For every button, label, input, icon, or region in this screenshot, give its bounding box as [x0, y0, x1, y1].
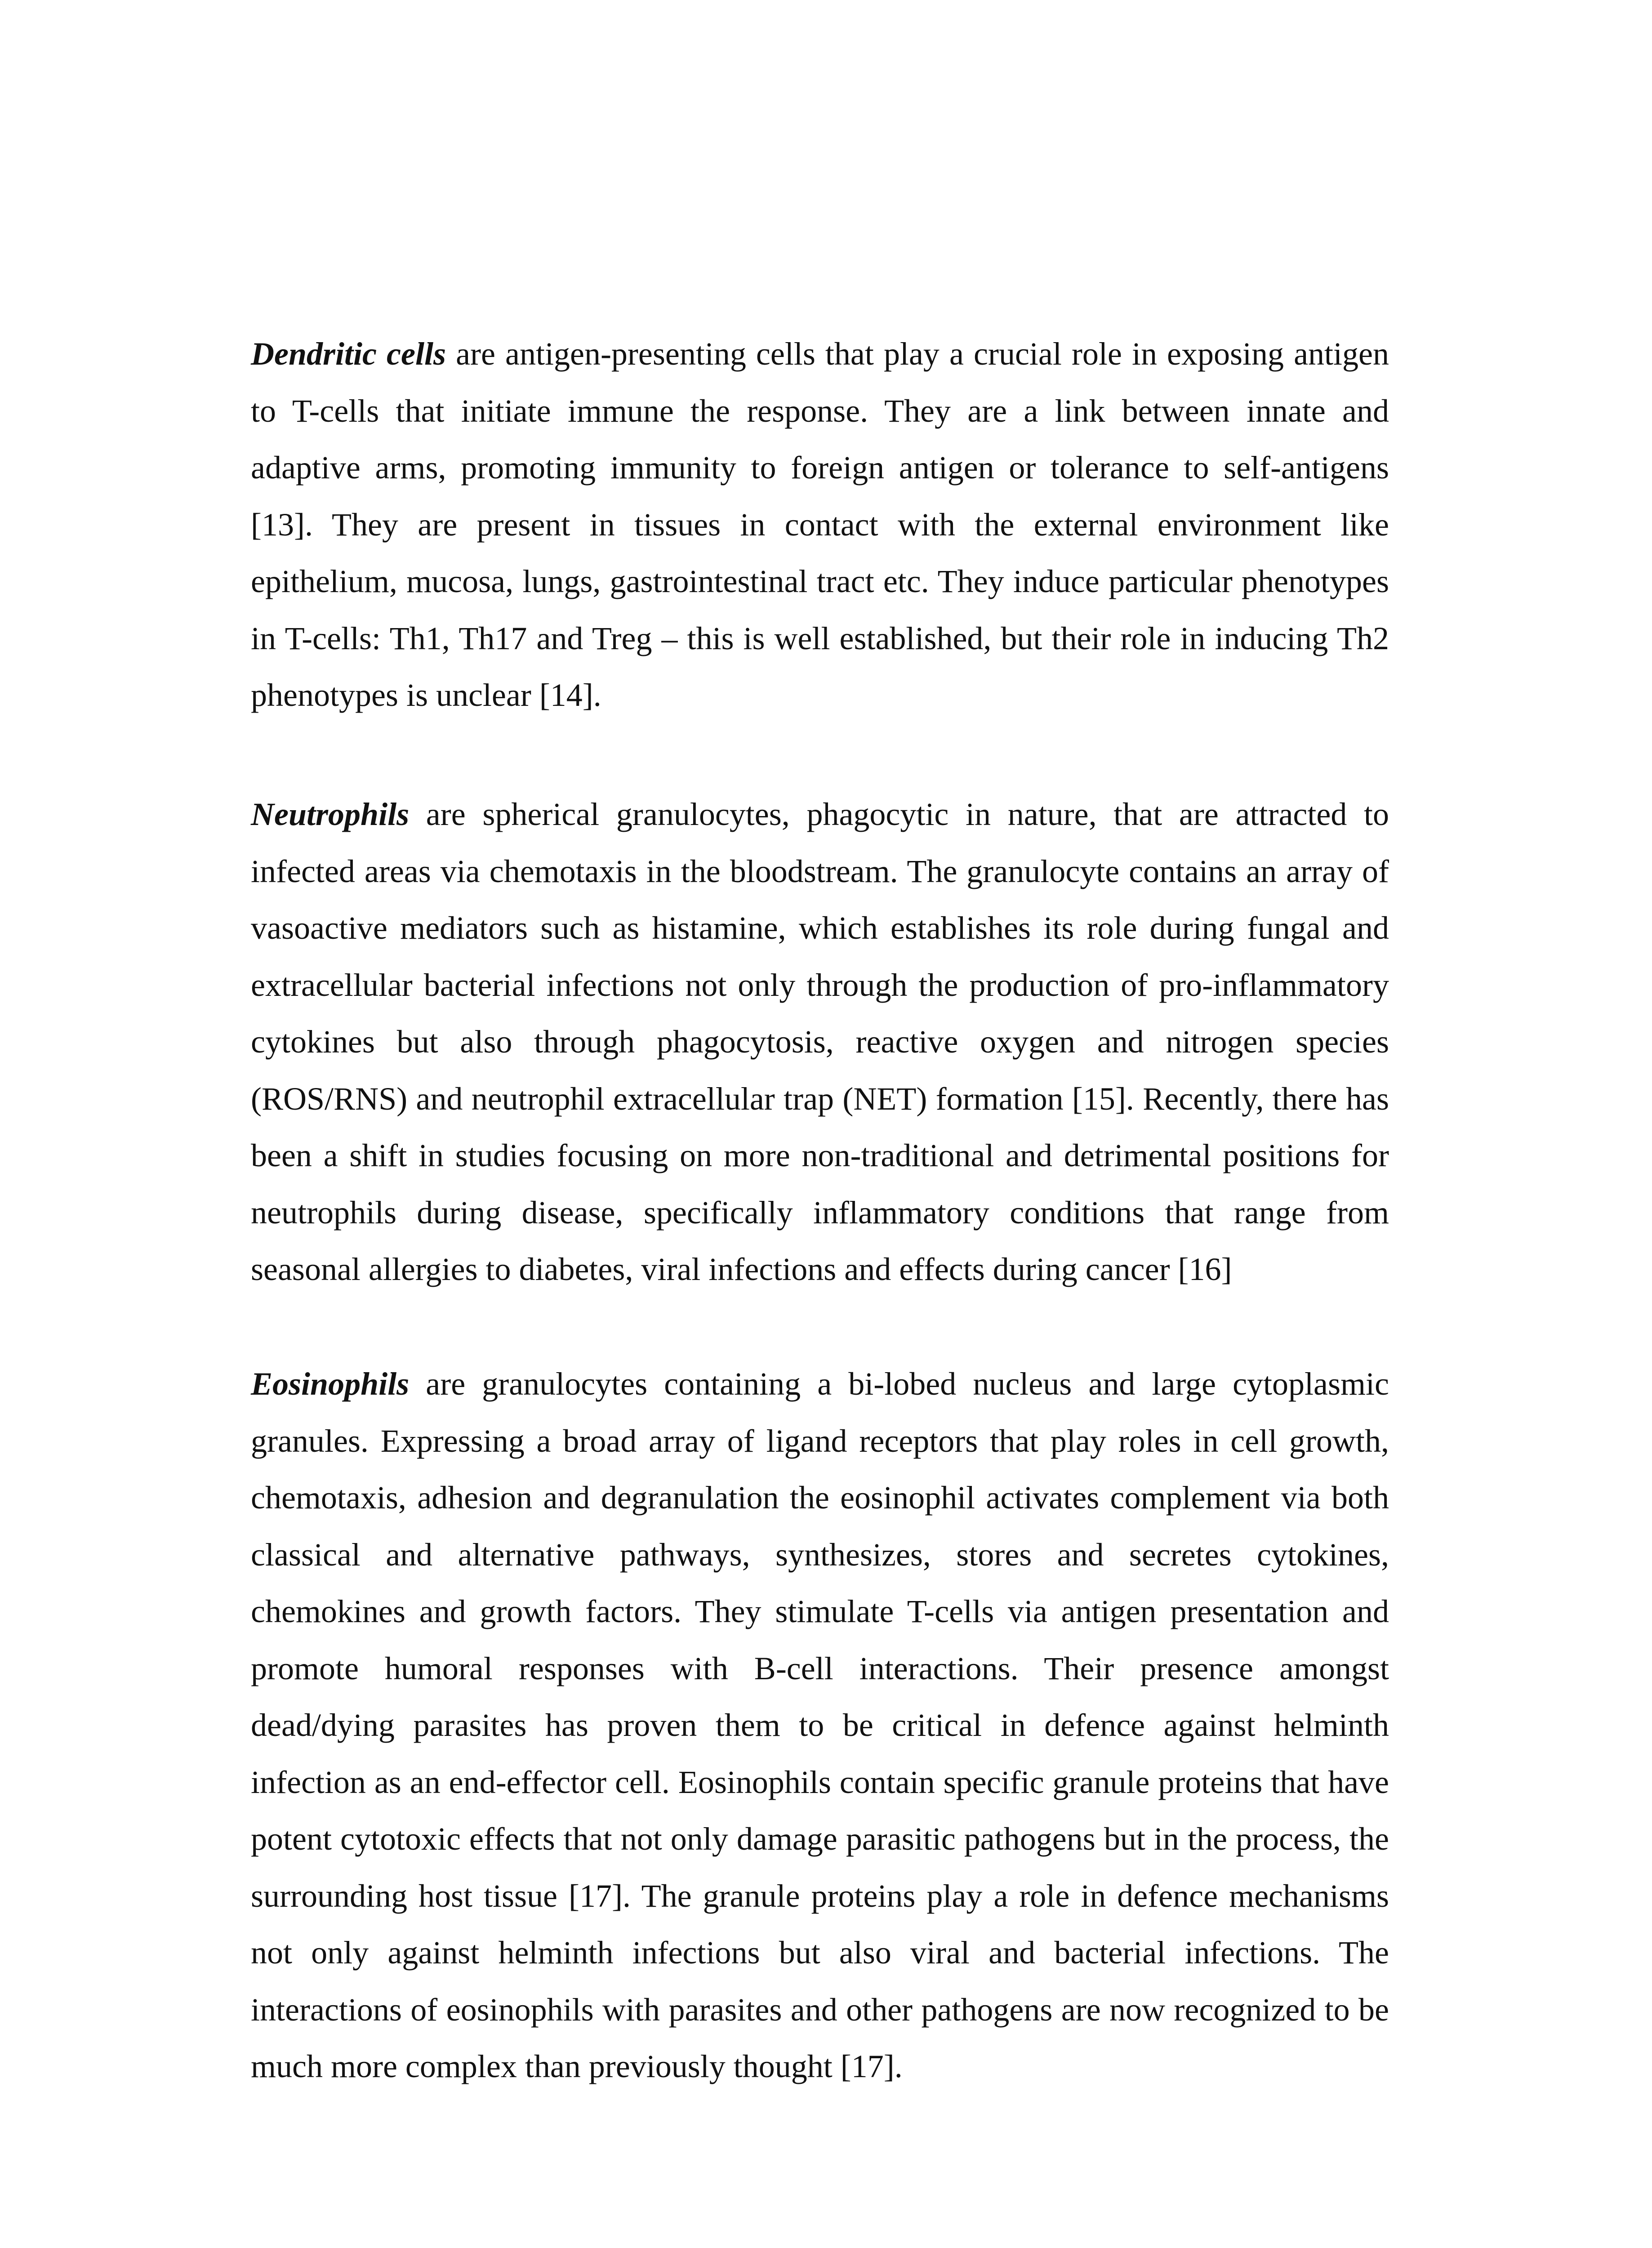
paragraph-body: are antigen-presenting cells that play a crucial role in exposing antigen to T-cells that initiate immune the response. They are a link between innate and adaptive arms, promoting immunity to foreign antigen or tolerance to self-antigens [13]. They are present in tissues in contact with the external environment like epithelium, mucosa, lungs, gastrointestinal tract etc. They induce particular phenotypes in T-cells: Th1, Th17 and Treg – this is well established, but their role in inducing Th2 phenotypes is unclear [14]. [251, 336, 1389, 713]
paragraph-body: are granulocytes containing a bi-lobed nucleus and large cytoplasmic granules. Expressing a broad array of ligand receptors that play roles in cell growth, chemotaxis, adhesion and degranulation the eosinophil activates complement via both classical and alternative pathways, synthesizes, stores and secretes cytokines, chemokines and growth factors. They stimulate T-cells via antigen presentation and promote humoral responses with B-cell interactions. Their presence amongst dead/dying parasites has proven them to be critical in defence against helminth infection as an end-effector cell. Eosinophils contain specific granule proteins that have potent cytotoxic effects that not only damage parasitic pathogens but in the process, the surrounding host tissue [17]. The granule proteins play a role in defence mechanisms not only against helminth infections but also viral and bacterial infections. The interactions of eosinophils with parasites and other pathogens are now recognized to be much more complex than previously thought [17]. [251, 1366, 1389, 2084]
paragraph-body: are spherical granulocytes, phagocytic in nature, that are attracted to infected areas via chemotaxis in the bloodstream. The granulocyte contains an array of vasoactive mediators such as histamine, which establishes its role during fungal and extracellular bacterial infections not only through the production of pro-inflammatory cytokines but also through phagocytosis, reactive oxygen and nitrogen species (ROS/RNS) and neutrophil extracellular trap (NET) formation [15]. Recently, there has been a shift in studies focusing on more non-traditional and detrimental positions for neutrophils during disease, specifically inflammatory conditions that range from seasonal allergies to diabetes, viral infections and effects during cancer [16] [251, 796, 1389, 1287]
paragraph-neutrophils [251, 786, 1389, 1298]
paragraph-eosinophils [251, 1356, 1389, 2095]
term-eosinophils: Eosinophils [251, 1366, 410, 1402]
term-neutrophils: Neutrophils [251, 796, 410, 832]
term-dendritic-cells: Dendritic cells [251, 336, 446, 372]
paragraph-dendritic-cells [251, 326, 1389, 724]
